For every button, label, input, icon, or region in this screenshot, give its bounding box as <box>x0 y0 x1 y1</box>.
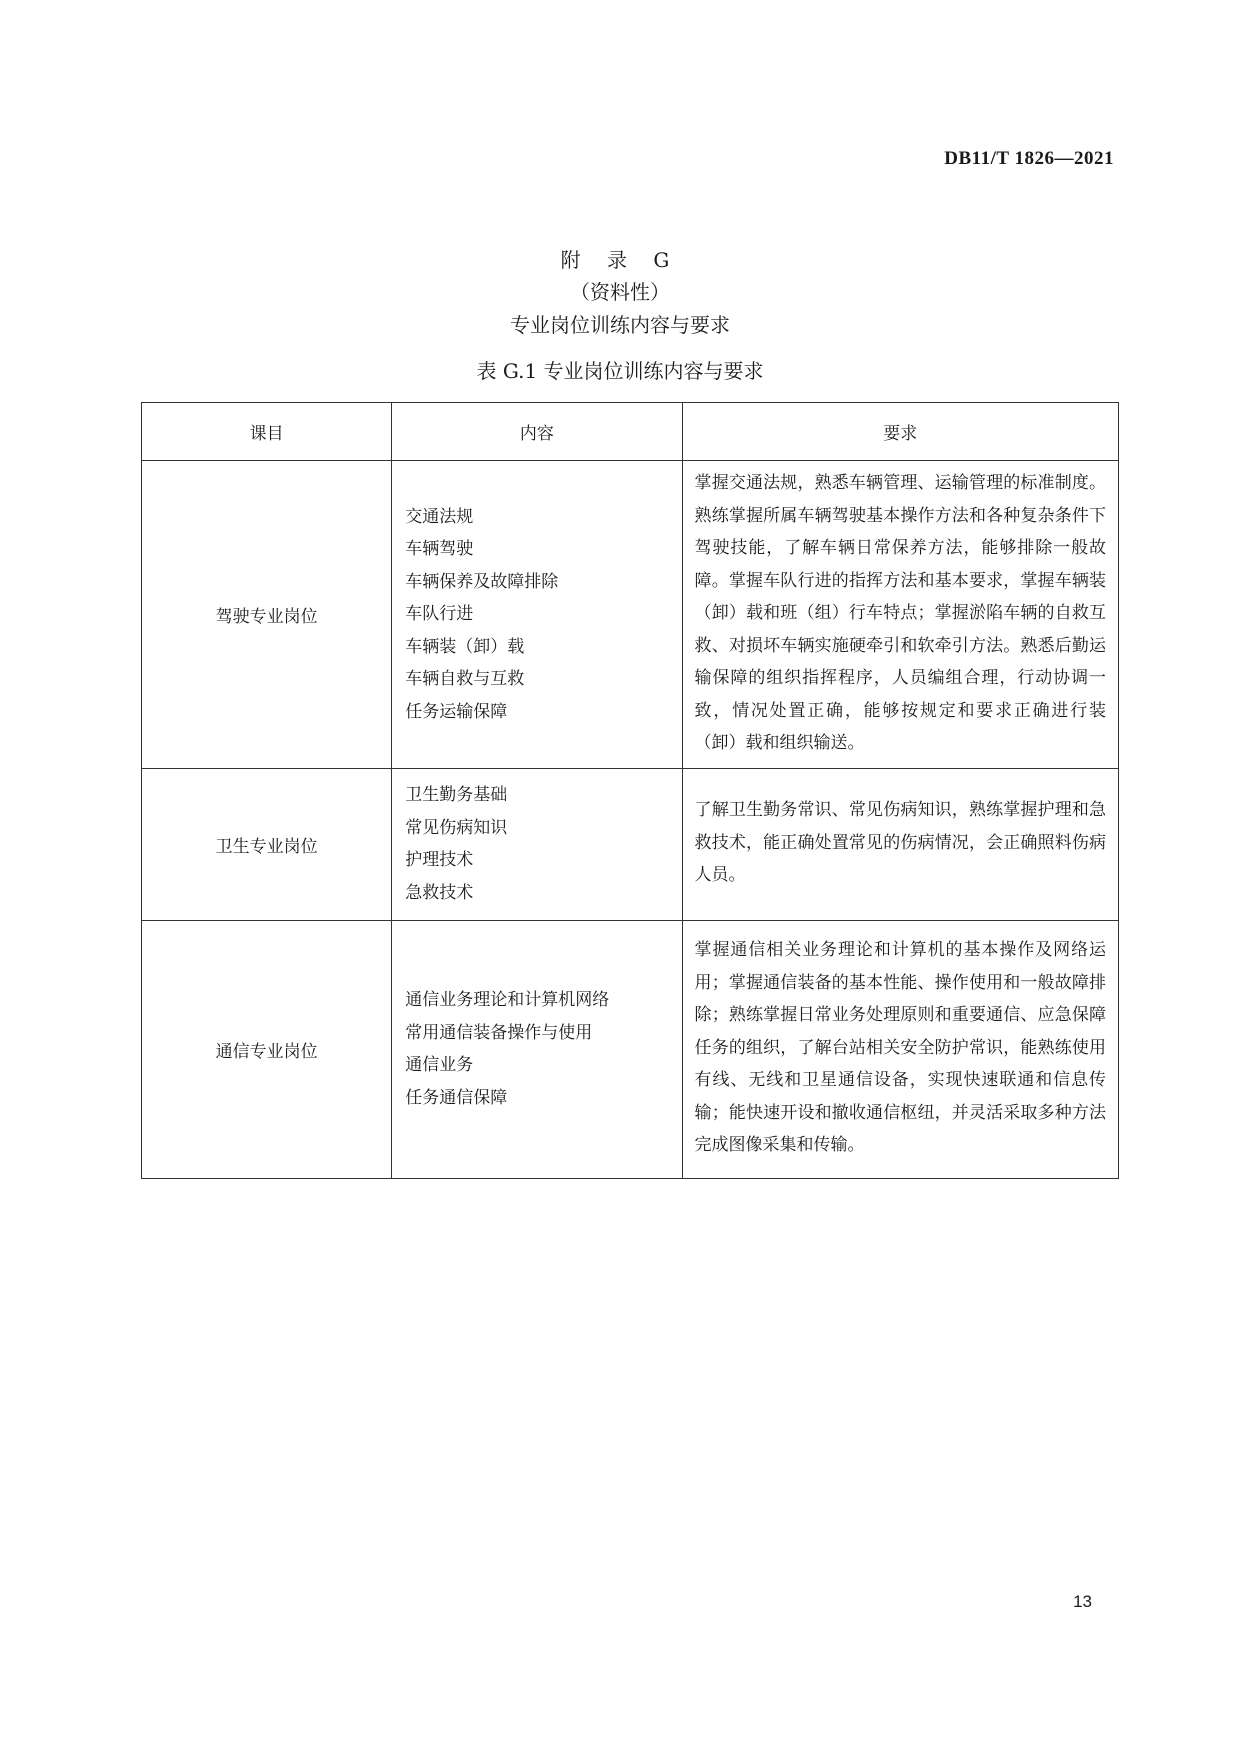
header-requirement: 要求 <box>682 403 1118 461</box>
content-item: 护理技术 <box>405 850 474 870</box>
content-item: 车辆自救与互救 <box>405 669 525 689</box>
table-row <box>142 768 1119 920</box>
table-header-row <box>142 403 1119 461</box>
subject-cell: 卫生专业岗位 <box>142 768 392 920</box>
requirement-cell: 掌握交通法规，熟悉车辆管理、运输管理的标准制度。熟练掌握所属车辆驾驶基本操作方法和各种复杂条件下驾驶技能，了解车辆日常保养方法，能够排除一般故障。掌握车队行进的指挥方法和基本要求，掌握车辆装（卸）载和班（组）行车特点；掌握淤陷车辆的自救互救、对损坏车辆实施硬牵引和软牵引方法。熟悉后勤运输保障的组织指挥程序，人员编组合理，行动协调一致，情况处置正确，能够按规定和要求正确进行装（卸）载和组织输送。 <box>682 461 1118 769</box>
content-item: 车辆装（卸）载 <box>405 636 525 657</box>
content-item: 常见伤病知识 <box>405 817 508 838</box>
appendix-label: 附 录 G <box>560 248 680 272</box>
table-row <box>142 461 1119 769</box>
content-item: 通信业务 <box>405 1055 474 1075</box>
content-item: 通信业务理论和计算机网络 <box>405 990 610 1010</box>
content-cell <box>392 920 682 1178</box>
content-item: 卫生勤务基础 <box>405 785 508 805</box>
content-item: 急救技术 <box>405 882 474 903</box>
content-cell <box>392 461 682 769</box>
header-content: 内容 <box>392 403 682 461</box>
appendix-nature: （资料性） <box>570 280 670 304</box>
content-item: 车队行进 <box>405 604 474 624</box>
header-subject: 课目 <box>142 403 392 461</box>
training-table <box>141 402 1119 1179</box>
content-cell <box>392 768 682 920</box>
content-item: 任务运输保障 <box>405 701 508 722</box>
table-caption: 表 G.1 专业岗位训练内容与要求 <box>476 359 764 383</box>
page-number: 13 <box>1073 1592 1092 1611</box>
content-item: 任务通信保障 <box>405 1087 508 1108</box>
requirement-cell: 掌握通信相关业务理论和计算机的基本操作及网络运用；掌握通信装备的基本性能、操作使用和一般故障排除；熟练掌握日常业务处理原则和重要通信、应急保障任务的组织，了解台站相关安全防护常识，能熟练使用有线、无线和卫星通信设备，实现快速联通和信息传输；能快速开设和撤收通信枢纽，并灵活采取多种方法完成图像采集和传输。 <box>682 920 1118 1178</box>
content-item: 车辆驾驶 <box>405 539 474 559</box>
document-code: DB11/T 1826—2021 <box>944 148 1114 169</box>
content-item: 车辆保养及故障排除 <box>405 571 559 592</box>
content-item: 交通法规 <box>405 506 474 527</box>
requirement-cell: 了解卫生勤务常识、常见伤病知识，熟练掌握护理和急救技术，能正确处置常见的伤病情况，会正确照料伤病人员。 <box>682 768 1118 920</box>
subject-cell: 通信专业岗位 <box>142 920 392 1178</box>
subject-cell: 驾驶专业岗位 <box>142 461 392 769</box>
appendix-title: 专业岗位训练内容与要求 <box>510 313 730 337</box>
content-item: 常用通信装备操作与使用 <box>405 1022 593 1043</box>
table-row <box>142 920 1119 1178</box>
